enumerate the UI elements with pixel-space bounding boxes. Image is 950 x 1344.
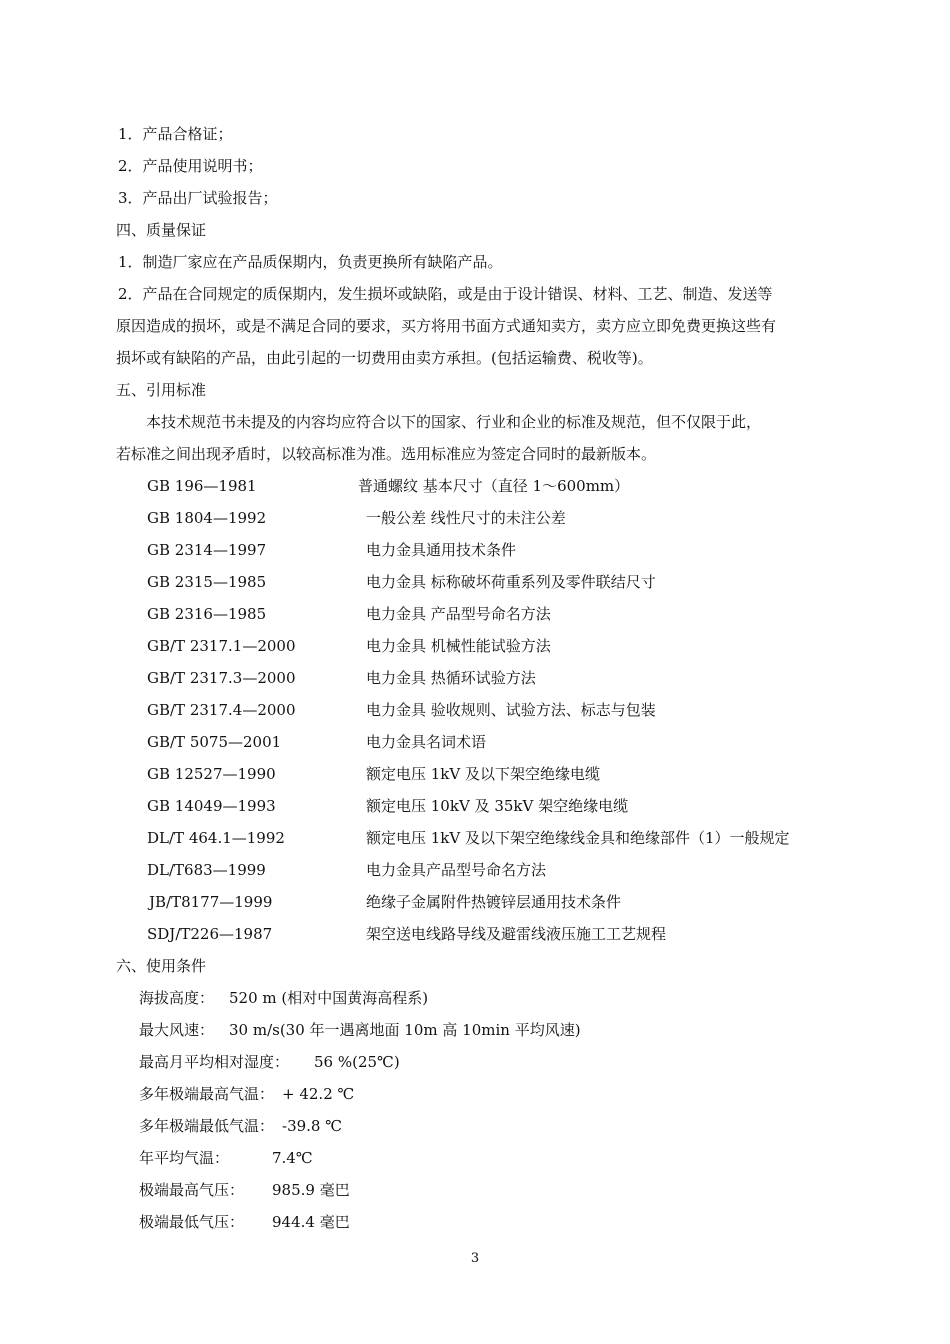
quality-item-2-line-1: 2．产品在合同规定的质保期内，发生损坏或缺陷，或是由于设计错误、材料、工艺、制造、发送等 (118, 285, 773, 303)
standard-code: GB 1804—1992 (147, 509, 267, 527)
standard-title: 额定电压 10kV 及 35kV 架空绝缘电缆 (366, 797, 629, 815)
quality-item-2-line-2: 原因造成的损坏，或是不满足合同的要求，买方将用书面方式通知卖方，卖方应立即免费更换这些有 (116, 317, 777, 335)
page-number: 3 (470, 1251, 480, 1266)
standard-title: 电力金具 产品型号命名方法 (366, 605, 551, 623)
standard-code: GB 14049—1993 (147, 797, 276, 815)
standard-title: 电力金具名词术语 (366, 733, 487, 751)
condition-label: 极端最低气压： (139, 1213, 245, 1231)
standard-title: 架空送电线路导线及避雷线液压施工工艺规程 (366, 925, 667, 943)
condition-value: 56 %(25℃) (314, 1053, 400, 1071)
condition-label: 多年极端最低气温： (139, 1117, 275, 1135)
condition-value: 944.4 毫巴 (272, 1213, 350, 1231)
standard-code: JB/T8177—1999 (149, 893, 273, 911)
deliverable-item-test-report: 3．产品出厂试验报告； (118, 189, 278, 207)
standard-title: 额定电压 1kV 及以下架空绝缘电缆 (366, 765, 601, 783)
standard-title: 电力金具 机械性能试验方法 (366, 637, 551, 655)
condition-value: -39.8 ℃ (282, 1117, 343, 1135)
standard-code: GB 2315—1985 (147, 573, 267, 591)
standard-title: 额定电压 1kV 及以下架空绝缘线金具和绝缘部件（1）一般规定 (366, 829, 790, 847)
standards-intro-line-1: 本技术规范书未提及的内容均应符合以下的国家、行业和企业的标准及规范，但不仅限于此， (146, 413, 762, 431)
quality-item-1: 1．制造厂家应在产品质保期内，负责更换所有缺陷产品。 (118, 253, 503, 271)
standard-code: GB 2316—1985 (147, 605, 267, 623)
section-heading-quality: 四、质量保证 (116, 221, 207, 239)
standard-code: GB 12527—1990 (147, 765, 276, 783)
condition-label: 最大风速： (139, 1021, 215, 1039)
deliverable-item-certificate: 1．产品合格证； (118, 125, 233, 143)
deliverable-item-manual: 2．产品使用说明书； (118, 157, 263, 175)
condition-label: 年平均气温： (139, 1149, 230, 1167)
standard-title: 一般公差 线性尺寸的未注公差 (366, 509, 566, 527)
section-heading-conditions: 六、使用条件 (116, 957, 207, 975)
standard-code: SDJ/T226—1987 (147, 925, 273, 943)
standard-title: 电力金具通用技术条件 (366, 541, 517, 559)
standard-code: GB 2314—1997 (147, 541, 267, 559)
section-heading-standards: 五、引用标准 (116, 381, 207, 399)
condition-value: 520 m (相对中国黄海高程系) (229, 989, 429, 1007)
standard-title: 绝缘子金属附件热镀锌层通用技术条件 (366, 893, 622, 911)
standards-intro-line-2: 若标准之间出现矛盾时，以较高标准为准。选用标准应为签定合同时的最新版本。 (116, 445, 657, 463)
quality-item-2-line-3: 损坏或有缺陷的产品，由此引起的一切费用由卖方承担。(包括运输费、税收等)。 (116, 349, 653, 367)
standard-code: GB/T 2317.3—2000 (147, 669, 296, 687)
standard-code: GB/T 5075—2001 (147, 733, 282, 751)
condition-value: 7.4℃ (272, 1149, 313, 1167)
standard-title: 电力金具 验收规则、试验方法、标志与包装 (366, 701, 656, 719)
condition-label: 最高月平均相对湿度： (139, 1053, 290, 1071)
standard-code: GB/T 2317.1—2000 (147, 637, 296, 655)
condition-value: 985.9 毫巴 (272, 1181, 350, 1199)
standard-code: GB 196—1981 (147, 477, 257, 495)
standard-code: GB/T 2317.4—2000 (147, 701, 296, 719)
condition-value: 30 m/s(30 年一遇离地面 10m 高 10min 平均风速) (229, 1021, 581, 1039)
standard-title: 电力金具 标称破坏荷重系列及零件联结尺寸 (366, 573, 656, 591)
standard-title: 电力金具 热循环试验方法 (366, 669, 536, 687)
standard-code: DL/T 464.1—1992 (147, 829, 285, 847)
condition-value: + 42.2 ℃ (282, 1085, 355, 1103)
condition-label: 极端最高气压： (139, 1181, 245, 1199)
standard-title: 普通螺纹 基本尺寸（直径 1～600mm） (358, 477, 630, 495)
condition-label: 多年极端最高气温： (139, 1085, 275, 1103)
standard-code: DL/T683—1999 (147, 861, 266, 879)
standard-title: 电力金具产品型号命名方法 (366, 861, 547, 879)
condition-label: 海拔高度： (139, 989, 215, 1007)
